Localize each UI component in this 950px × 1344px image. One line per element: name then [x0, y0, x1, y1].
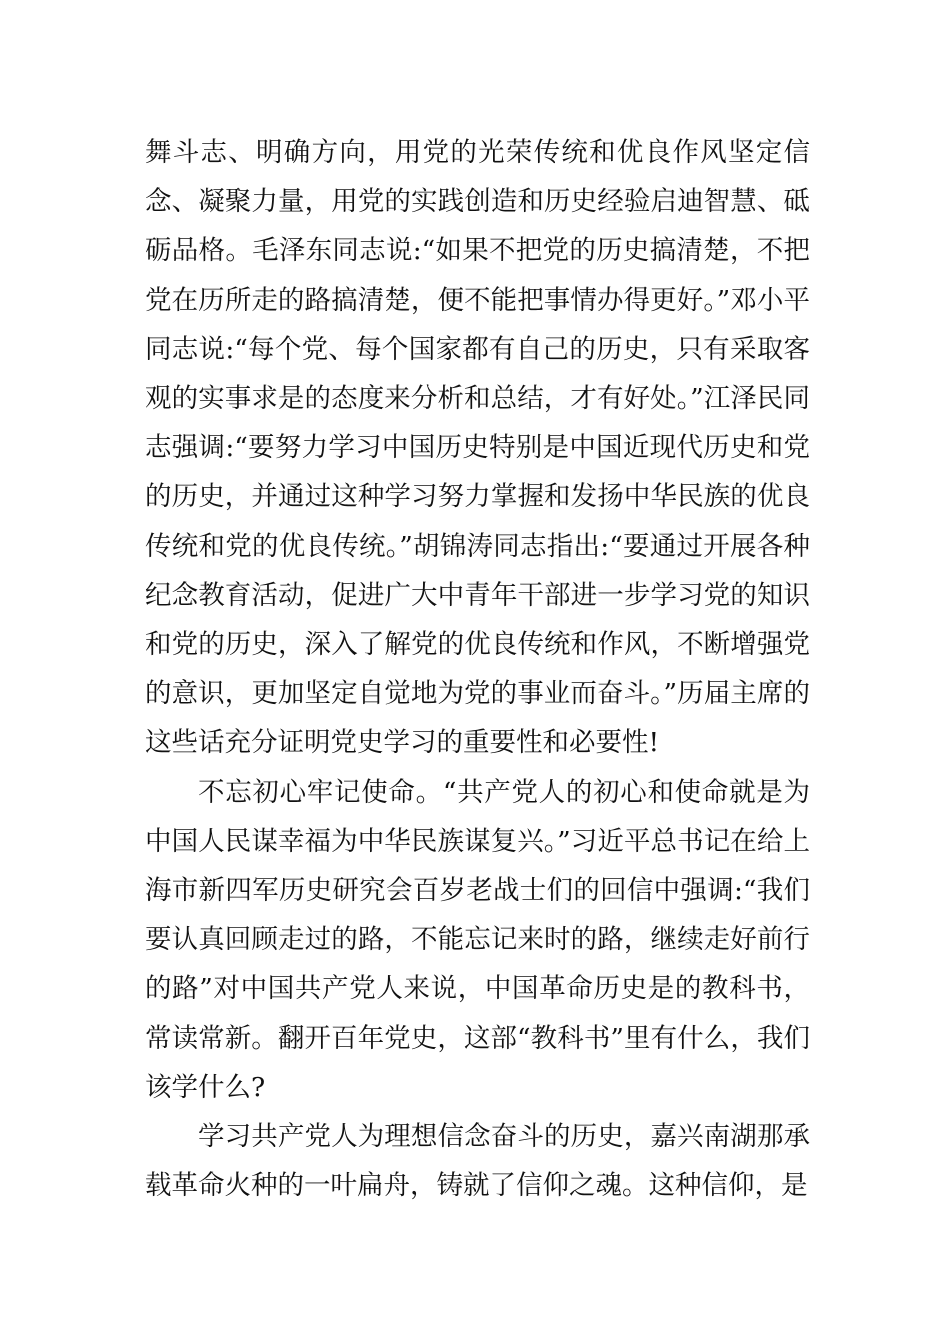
paragraph-3: 学习共产党人为理想信念奋斗的历史，嘉兴南湖那承载革命火种的一叶扁舟，铸就了信仰之魂。这种信仰，是 [145, 1121, 810, 1202]
paragraph-1: 舞斗志、明确方向，用党的光荣传统和优良作风坚定信念、凝聚力量，用党的实践创造和历史经验启迪智慧、砥砺品格。毛泽东同志说:“如果不把党的历史搞清楚，不把党在历所走的路搞清楚，便不能把事情办得更好。”邓小平同志说:“每个党、每个国家都有自己的历史，只有采取客观的实事求是的态度来分析和总结，才有好处。”江泽民同志强调:“要努力学习中国历史特别是中国近现代历史和党的历史，并通过这种学习努力掌握和发扬中华民族的优良传统和党的优良传统。”胡锦涛同志指出:“要通过开展各种纪念教育活动，促进广大中青年干部进一步学习党的知识和党的历史，深入了解党的优良传统和作风，不断增强党的意识，更加坚定自觉地为党的事业而奋斗。”历届主席的这些话充分证明党史学习的重要性和必要性! [145, 137, 810, 759]
paragraph-2: 不忘初心牢记使命。“共产党人的初心和使命就是为中国人民谋幸福为中华民族谋复兴。”习近平总书记在给上海市新四军历史研究会百岁老战士们的回信中强调:“我们要认真回顾走过的路，不能忘记来时的路，继续走好前行的路”对中国共产党人来说，中国革命历史是的教科书，常读常新。翻开百年党史，这部“教科书”里有什么，我们该学什么? [145, 776, 810, 1103]
document-body [145, 128, 810, 1210]
